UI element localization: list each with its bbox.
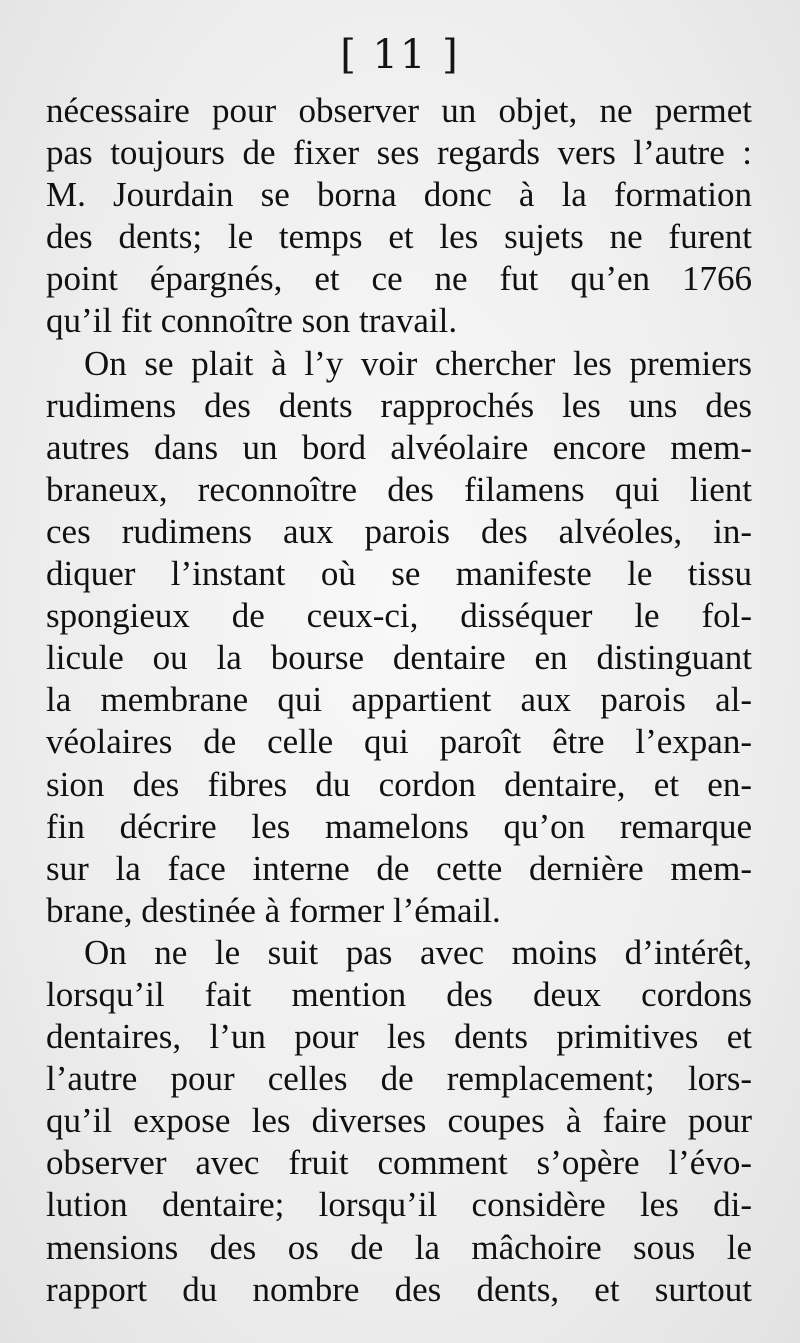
text-line: ces rudimens aux parois des alvéoles, in- <box>46 511 752 551</box>
page-number: [ 11 ] <box>340 32 460 78</box>
text-line: qu’il expose les diverses coupes à faire pour <box>46 1101 752 1141</box>
text-line: sur la face interne de cette dernière mem- <box>46 848 752 888</box>
text-line: mensions des os de la mâchoire sous le <box>46 1227 752 1267</box>
text-line: nécessaire pour observer un objet, ne permet <box>46 91 752 130</box>
text-line: sion des fibres du cordon dentaire, et en- <box>46 764 752 804</box>
text-line: spongieux de ceux-ci, disséquer le fol- <box>46 596 752 636</box>
text-line: diquer l’instant où se manifeste le tissu <box>46 554 752 594</box>
text-line: dentaires, l’un pour les dents primitives et <box>46 1017 752 1057</box>
text-line: la membrane qui appartient aux parois al- <box>46 680 752 720</box>
text-line: M. Jourdain se borna donc à la formation <box>46 175 752 215</box>
text-line: des dents; le temps et les sujets ne furent <box>46 217 752 257</box>
text-line: l’autre pour celles de remplacement; lors- <box>46 1059 752 1099</box>
text-line: observer avec fruit comment s’opère l’évo- <box>46 1143 752 1183</box>
text-line: rapport du nombre des dents, et surtout <box>46 1269 752 1309</box>
text-line: point épargnés, et ce ne fut qu’en 1766 <box>46 259 752 299</box>
text-line: brane, destinée à former l’émail. <box>46 890 501 930</box>
text-line: lorsqu’il fait mention des deux cordons <box>46 974 752 1014</box>
text-line: qu’il fit connoître son travail. <box>46 301 458 341</box>
text-line: fin décrire les mamelons qu’on remarque <box>46 806 752 846</box>
body-text <box>46 90 752 1311</box>
text-line: autres dans un bord alvéolaire encore mem- <box>46 427 752 467</box>
text-line: rudimens des dents rapprochés les uns des <box>46 385 752 425</box>
text-line: pas toujours de fixer ses regards vers l’autre : <box>46 133 752 173</box>
text-line: véolaires de celle qui paroît être l’expan- <box>46 722 752 762</box>
text-line: On se plait à l’y voir chercher les premiers <box>84 343 752 383</box>
text-line: lution dentaire; lorsqu’il considère les di- <box>46 1185 752 1225</box>
text-line: licule ou la bourse dentaire en distinguant <box>46 638 752 678</box>
text-line: On ne le suit pas avec moins d’intérêt, <box>84 932 752 972</box>
text-line: braneux, reconnoître des filamens qui lient <box>46 469 752 509</box>
